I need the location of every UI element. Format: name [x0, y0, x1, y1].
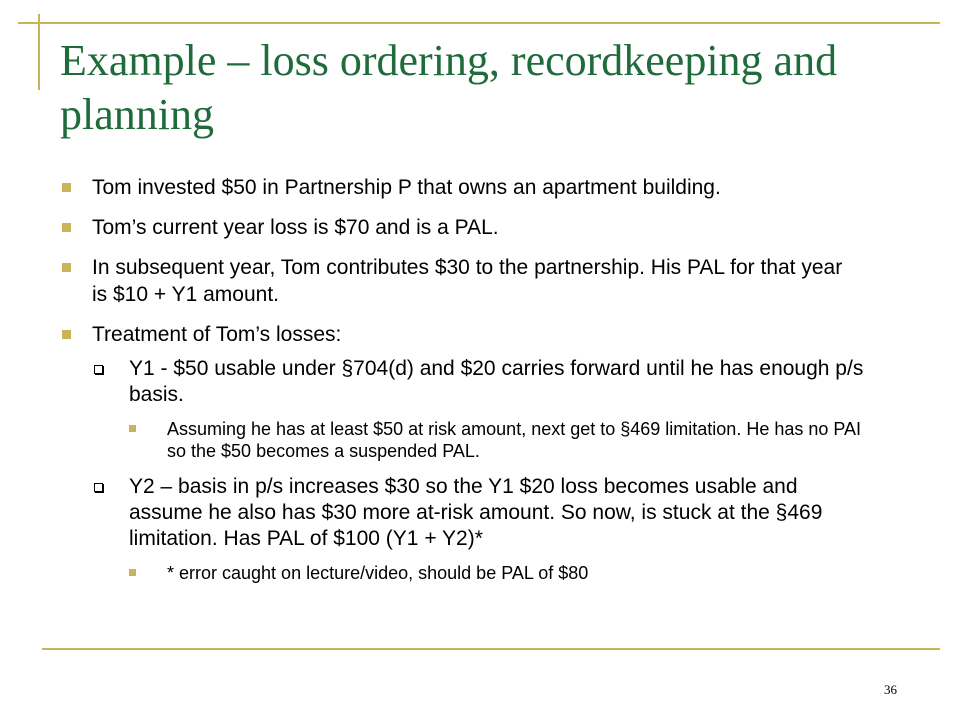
- subbullet-y1: [94, 356, 864, 462]
- hollow-square-bullet-icon: [94, 365, 103, 374]
- bullet-treatment: [62, 321, 862, 584]
- bullet-text: In subsequent year, Tom contributes $30 to the partnership. His PAL for that year is $10 + Y1 amount.: [92, 256, 843, 306]
- square-bullet-icon: [62, 330, 71, 339]
- treatment-sublist: [92, 356, 862, 584]
- square-bullet-icon: [62, 183, 71, 192]
- square-bullet-icon: [62, 263, 71, 272]
- square-bullet-icon: [129, 569, 136, 576]
- slide-title: Example – loss ordering, recordkeeping and planning: [60, 36, 838, 139]
- top-rule: [18, 22, 940, 24]
- bottom-rule: [42, 648, 940, 650]
- bullet-text: Tom’s current year loss is $70 and is a PAL.: [92, 216, 499, 239]
- subbullet-text: Y2 – basis in p/s increases $30 so the Y1 $20 loss becomes usable and assume he also has $30 more at-risk amount. So now, is stuck at the §469 limitation. Has PAL of $100 (Y1 + Y2)*: [129, 475, 823, 550]
- square-bullet-icon: [62, 223, 71, 232]
- subbullet-text: Y1 - $50 usable under §704(d) and $20 carries forward until he has enough p/s basis.: [129, 357, 864, 406]
- bullet-text: Tom invested $50 in Partnership P that owns an apartment building.: [92, 176, 721, 199]
- subsubbullet-at-risk: [129, 418, 864, 462]
- bullet-tom-invested: [62, 174, 862, 201]
- square-bullet-icon: [129, 425, 136, 432]
- bullet-text: Treatment of Tom’s losses:: [92, 323, 342, 346]
- subsubbullet-error-note: [129, 562, 864, 584]
- bullet-current-year-loss: [62, 214, 862, 241]
- slide-content: [62, 174, 862, 597]
- subbullet-y2: [94, 474, 864, 584]
- y2-sublist: [129, 562, 864, 584]
- y1-sublist: [129, 418, 864, 462]
- subsubbullet-text: Assuming he has at least $50 at risk amount, next get to §469 limitation. He has no PAI so the $50 becomes a suspended PAL.: [167, 419, 862, 461]
- hollow-square-bullet-icon: [94, 483, 103, 492]
- bullet-subsequent-year: [62, 254, 862, 308]
- left-rule: [38, 14, 40, 90]
- subsubbullet-text: * error caught on lecture/video, should be PAL of $80: [167, 563, 589, 583]
- page-number: 36: [884, 682, 897, 697]
